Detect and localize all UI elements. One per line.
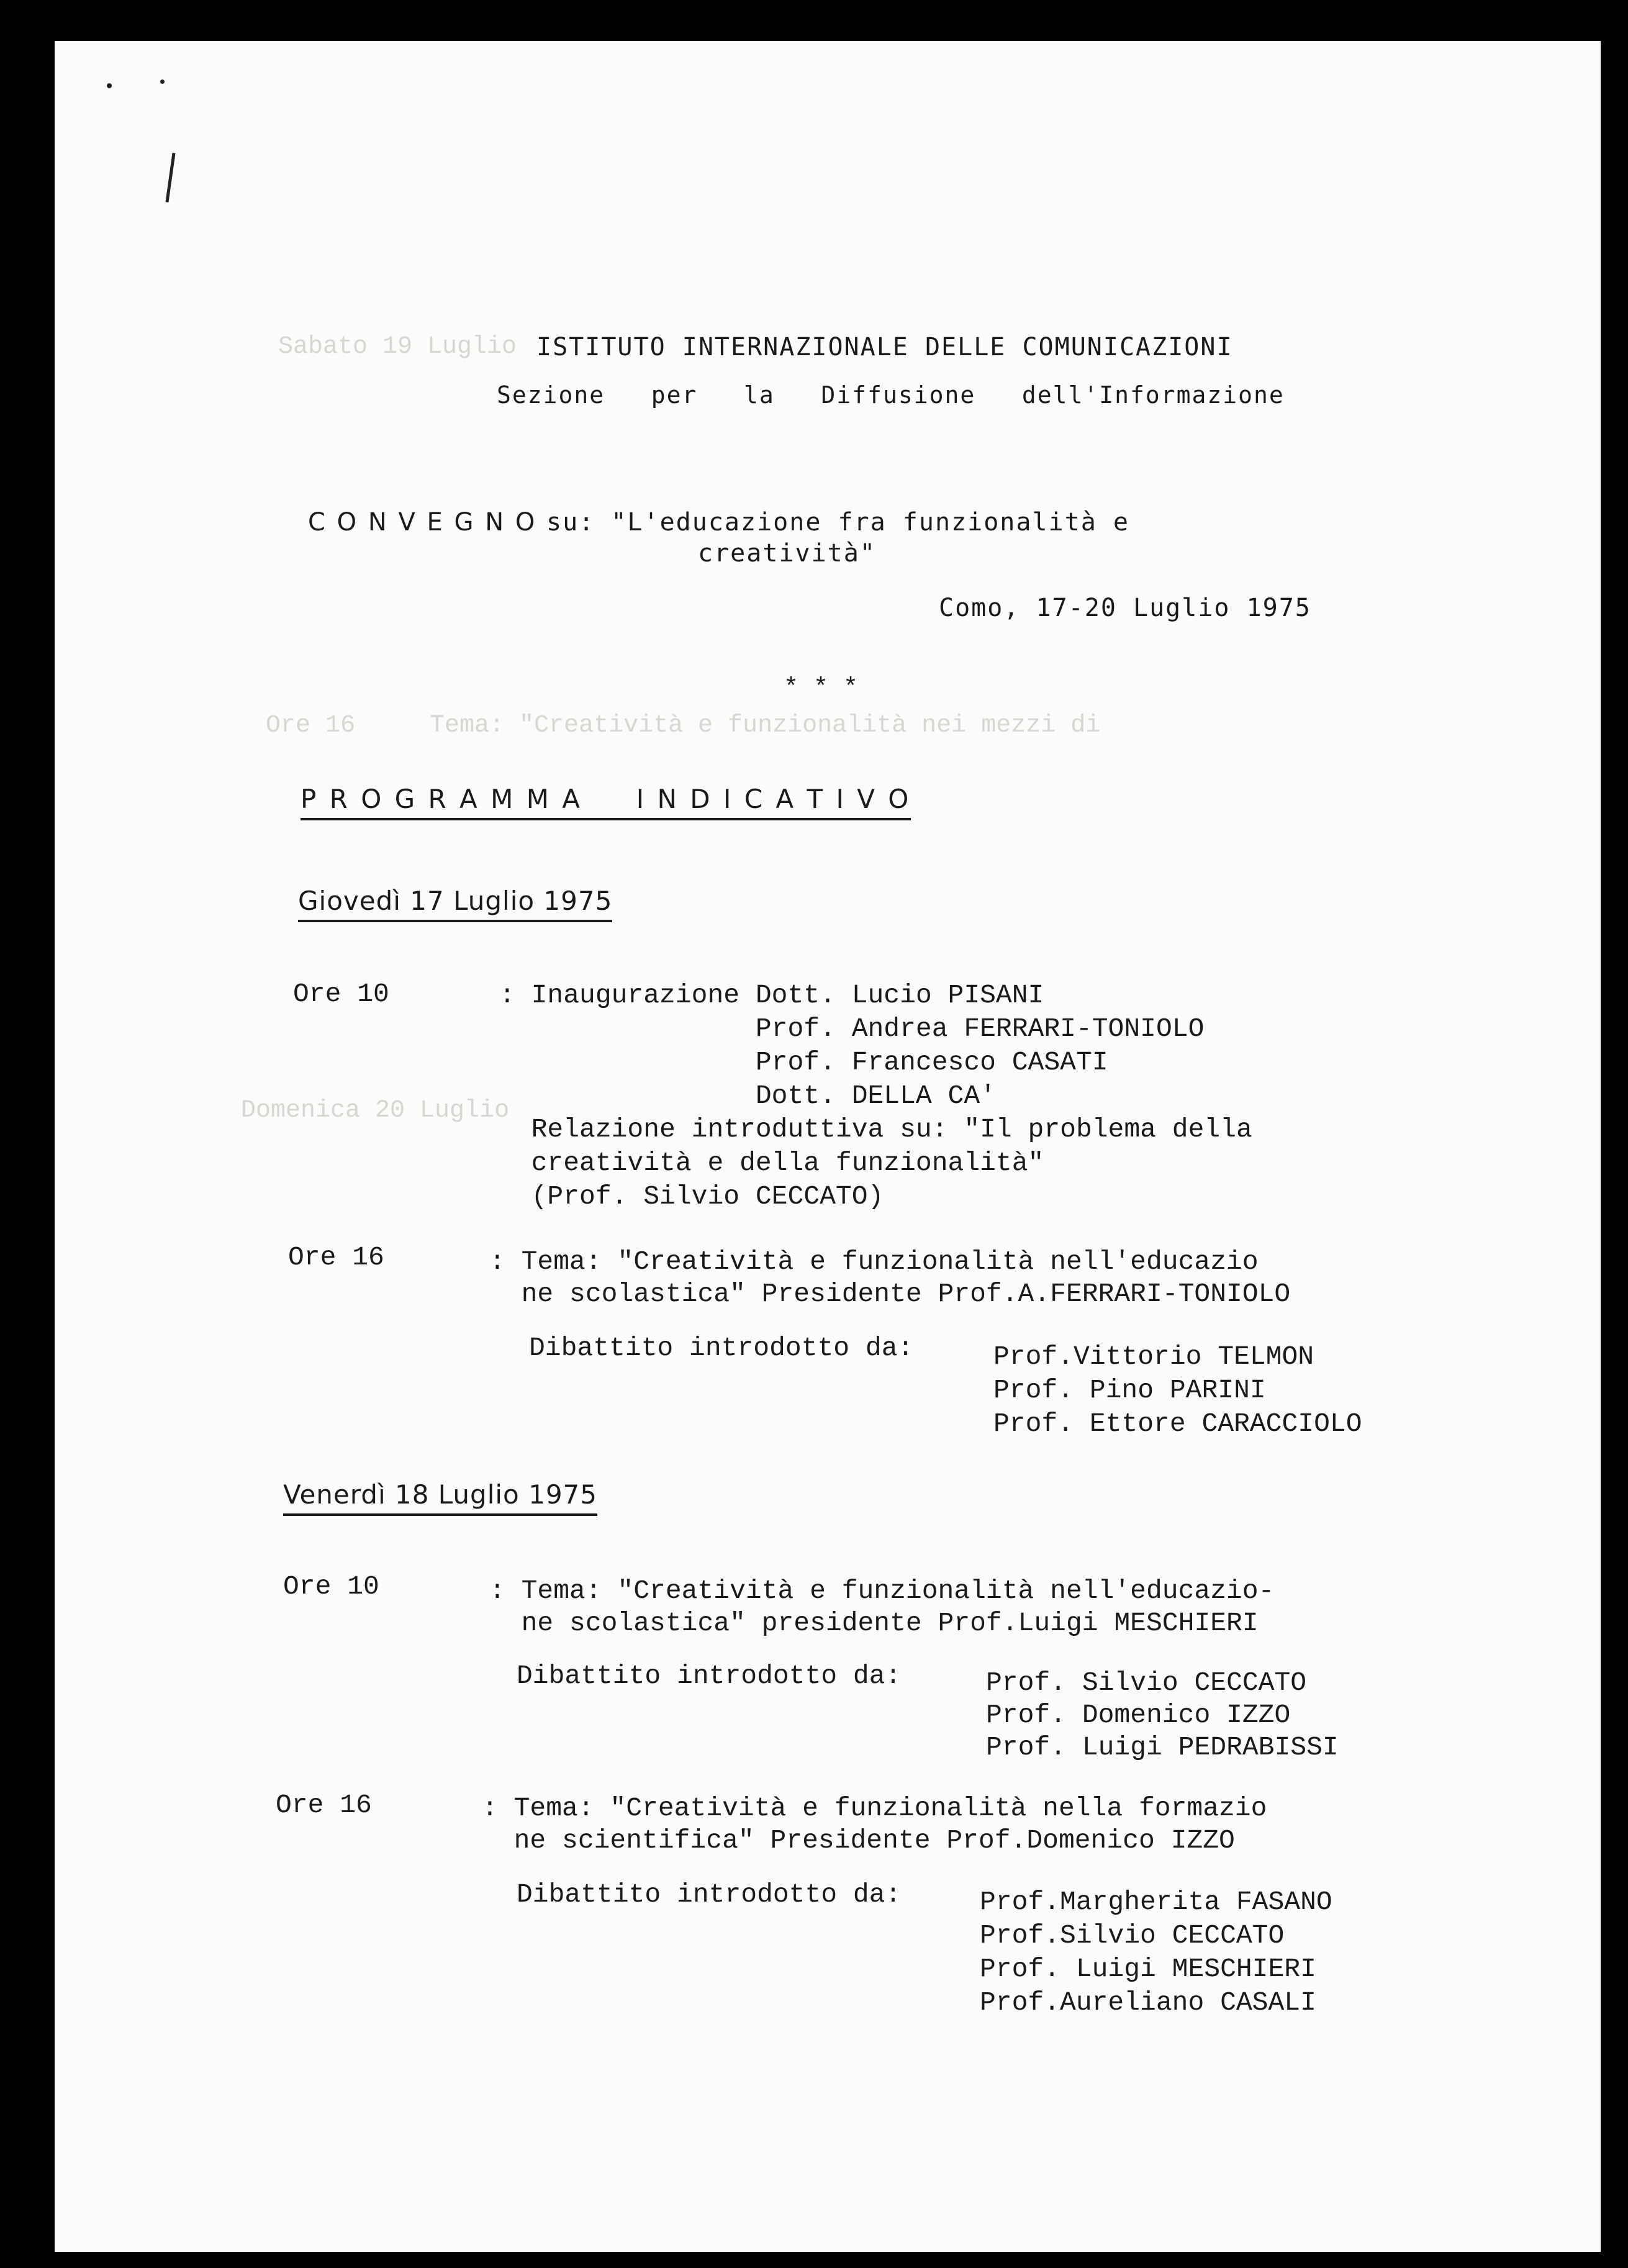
session-inaugurazione: : Inaugurazione Dott. Lucio PISANI Prof. Andrea FERRARI-TONIOLO Prof. Francesco CASATI Dott. DELLA CA' Relazione introduttiva su: "Il problema della creatività e della funzionalità" (Prof. Silvio CECCATO) (499, 980, 1252, 1212)
debaters-list: Prof. Silvio CECCATO Prof. Domenico IZZO Prof. Luigi PEDRABISSI (986, 1667, 1339, 1762)
separator-asterisks: * * * (784, 674, 859, 702)
document-page (55, 41, 1601, 2252)
bleed-through-text: Ore 16 Tema: "Creatività e funzionalità nei mezzi di (266, 712, 1101, 740)
debaters-list: Prof.Vittorio TELMON Prof. Pino PARINI Prof. Ettore CARACCIOLO (993, 1341, 1362, 1439)
day-heading-thursday: Giovedì 17 Luglio 1975 (298, 886, 612, 922)
pen-stroke (165, 153, 175, 202)
place-date: Como, 17-20 Luglio 1975 (939, 594, 1311, 622)
ink-dot (107, 83, 112, 88)
session-tema: : Tema: "Creatività e funzionalità nella formazio ne scientifica" Presidente Prof.Domenico IZZO (482, 1793, 1267, 1856)
ink-dot (160, 79, 165, 84)
debaters-list: Prof.Margherita FASANO Prof.Silvio CECCATO Prof. Luigi MESCHIERI Prof.Aureliano CASALI (980, 1887, 1332, 2018)
session-time: Ore 10 (293, 979, 389, 1009)
convegno-title-line2: creatività" (698, 539, 876, 568)
session-time: Ore 10 (283, 1571, 379, 1602)
session-time: Ore 16 (276, 1790, 372, 1820)
program-title: P R O G R A M M A I N D I C A T I V O (301, 784, 911, 820)
convegno-title-line1: su: "L'educazione fra funzionalità e (546, 508, 1129, 537)
session-time: Ore 16 (288, 1242, 384, 1272)
day-heading-friday: Venerdì 18 Luglio 1975 (283, 1479, 597, 1516)
bleed-through-text: Sabato 19 Luglio (278, 333, 517, 361)
convegno-label: C O N V E G N O (308, 508, 537, 537)
institute-name: ISTITUTO INTERNAZIONALE DELLE COMUNICAZIONI (536, 333, 1233, 361)
bleed-through-text: Domenica 20 Luglio (241, 1097, 510, 1125)
institute-section: Sezione per la Diffusione dell'Informazione (497, 381, 1285, 409)
session-tema: : Tema: "Creatività e funzionalità nell'educazio- ne scolastica" presidente Prof.Luigi MESCHIERI (489, 1576, 1275, 1638)
session-tema: : Tema: "Creatività e funzionalità nell'educazio ne scolastica" Presidente Prof.A.FERRARI-TONIOLO (489, 1246, 1291, 1309)
debate-label: Dibattito introdotto da: (517, 1661, 902, 1691)
debate-label: Dibattito introdotto da: (529, 1333, 914, 1363)
debate-label: Dibattito introdotto da: (517, 1879, 902, 1910)
